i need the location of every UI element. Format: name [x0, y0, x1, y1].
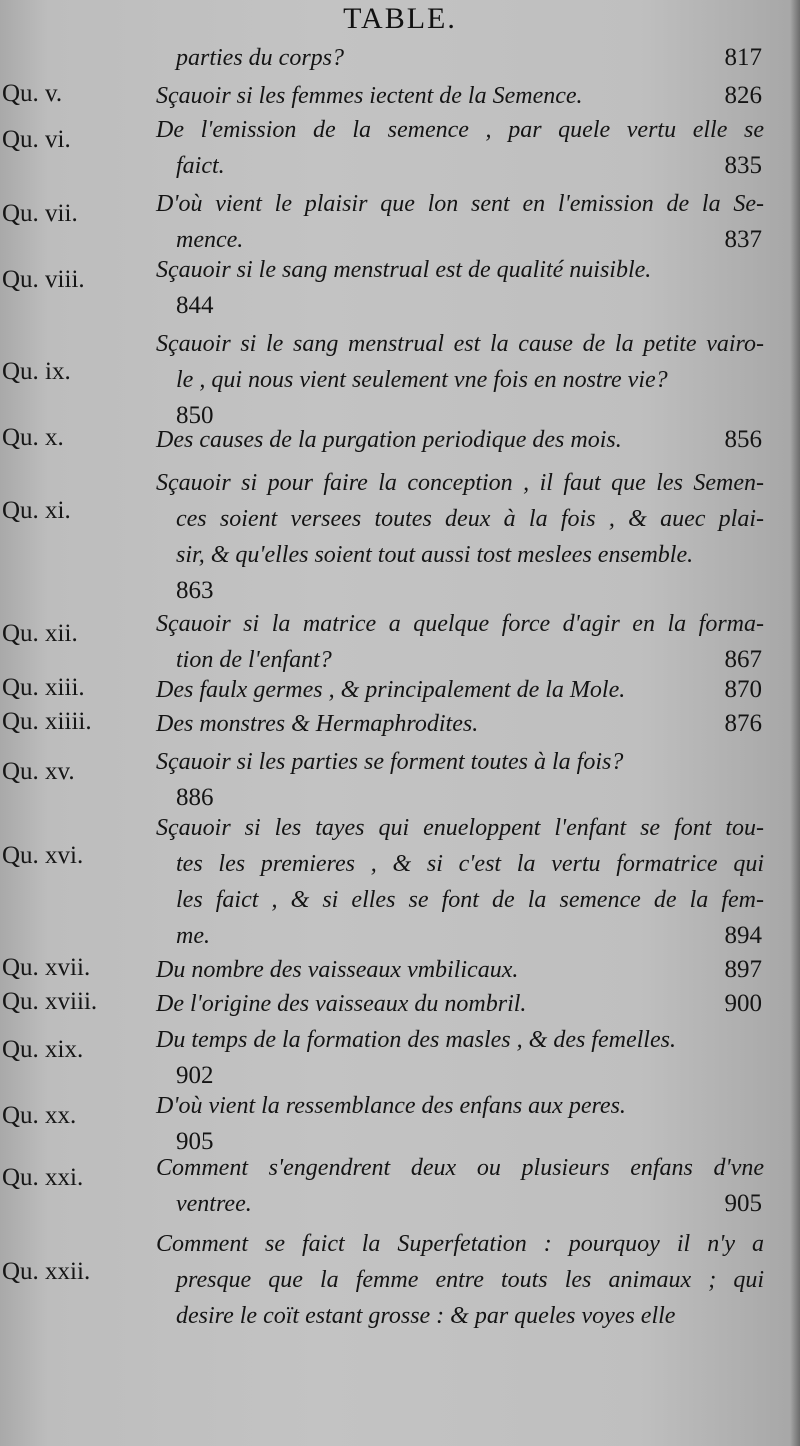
entry-text-line: D'où vient la ressemblance des enfans aux peres.: [156, 1093, 626, 1119]
question-number: Qu. viii.: [2, 266, 85, 293]
entry-text-line: Comment se faict la Superfetation : pourquoy il n'y a: [156, 1231, 764, 1257]
page-number: 897: [724, 956, 762, 983]
entry-text-line: le , qui nous vient seulement vne fois en nostre vie?: [176, 367, 668, 393]
question-number: Qu. v.: [2, 80, 63, 107]
page-number: 905: [724, 1190, 762, 1217]
entry-text-line: Du nombre des vaisseaux vmbilicaux.: [156, 957, 519, 983]
entry-text-line: Sçauoir si le sang menstrual est la cause de la petite vairo-: [156, 331, 764, 357]
entry-text-line: Sçauoir si le sang menstrual est de qualité nuisible.: [156, 257, 652, 283]
entry-text-line: tion de l'enfant?: [176, 647, 332, 673]
entry-text-line: parties du corps?: [176, 45, 344, 71]
question-number: Qu. ix.: [2, 358, 71, 385]
entry-text-line: Sçauoir si pour faire la conception , il faut que les Semen-: [156, 470, 764, 496]
page-edge-shadow: [790, 0, 800, 1446]
page-number: 876: [724, 710, 762, 737]
question-number: Qu. xii.: [2, 620, 78, 647]
page-number: 817: [724, 44, 762, 71]
page-number: 870: [724, 676, 762, 703]
question-number: Qu. xxi.: [2, 1164, 84, 1191]
entry-text-line: De l'origine des vaisseaux du nombril.: [156, 991, 527, 1017]
entry-text-line: Sçauoir si les femmes iectent de la Semence.: [156, 83, 583, 109]
entry-text-line: ventree.: [176, 1191, 252, 1217]
entry-text-line: Des causes de la purgation periodique des mois.: [156, 427, 622, 453]
entry-text-line: Sçauoir si la matrice a quelque force d'agir en la forma-: [156, 611, 764, 637]
entry-text-line: Sçauoir si les tayes qui enueloppent l'enfant se font tou-: [156, 815, 764, 841]
entry-text-line: desire le coït estant grosse : & par queles voyes elle: [176, 1303, 676, 1329]
entry-text-line: les faict , & si elles se font de la semence de la fem-: [176, 887, 764, 913]
page-number: 863: [176, 577, 214, 604]
entry-text-line: presque que la femme entre touts les animaux ; qui: [176, 1267, 764, 1293]
page-number: 894: [724, 922, 762, 949]
page-title: TABLE.: [343, 2, 457, 35]
question-number: Qu. xx.: [2, 1102, 77, 1129]
entry-text-line: ces soient versees toutes deux à la fois , & auec plai-: [176, 506, 764, 532]
page-number: 826: [724, 82, 762, 109]
entry-text-line: tes les premieres , & si c'est la vertu formatrice qui: [176, 851, 764, 877]
question-number: Qu. xiiii.: [2, 708, 92, 735]
page-number: 835: [724, 152, 762, 179]
question-number: Qu. xxii.: [2, 1258, 91, 1285]
question-number: Qu. xvii.: [2, 954, 91, 981]
page-number: 850: [176, 402, 214, 429]
entry-text-line: De l'emission de la semence , par quele vertu elle se: [156, 117, 764, 143]
page-number: 856: [724, 426, 762, 453]
entry-text-line: Comment s'engendrent deux ou plusieurs enfans d'vne: [156, 1155, 764, 1181]
page-number: 900: [724, 990, 762, 1017]
page-number: 844: [176, 292, 214, 319]
question-number: Qu. xiii.: [2, 674, 85, 701]
entry-text-line: D'où vient le plaisir que lon sent en l'emission de la Se-: [156, 191, 764, 217]
question-number: Qu. xix.: [2, 1036, 84, 1063]
entry-text-line: mence.: [176, 227, 244, 253]
entry-text-line: me.: [176, 923, 210, 949]
page-number: 837: [724, 226, 762, 253]
question-number: Qu. vi.: [2, 126, 71, 153]
page-number: 886: [176, 784, 214, 811]
entry-text-line: faict.: [176, 153, 225, 179]
entry-text-line: sir, & qu'elles soient tout aussi tost meslees ensemble.: [176, 542, 694, 568]
question-number: Qu. xvi.: [2, 842, 84, 869]
page-number: 867: [724, 646, 762, 673]
page-number: 905: [176, 1128, 214, 1155]
question-number: Qu. xviii.: [2, 988, 98, 1015]
page-number: 902: [176, 1062, 214, 1089]
entry-text-line: Du temps de la formation des masles , & des femelles.: [156, 1027, 676, 1053]
entry-text-line: Des faulx germes , & principalement de la Mole.: [156, 677, 626, 703]
question-number: Qu. xv.: [2, 758, 75, 785]
question-number: Qu. xi.: [2, 497, 71, 524]
entry-text-line: Des monstres & Hermaphrodites.: [156, 711, 479, 737]
question-number: Qu. x.: [2, 424, 64, 451]
entry-text-line: Sçauoir si les parties se forment toutes à la fois?: [156, 749, 624, 775]
question-number: Qu. vii.: [2, 200, 78, 227]
